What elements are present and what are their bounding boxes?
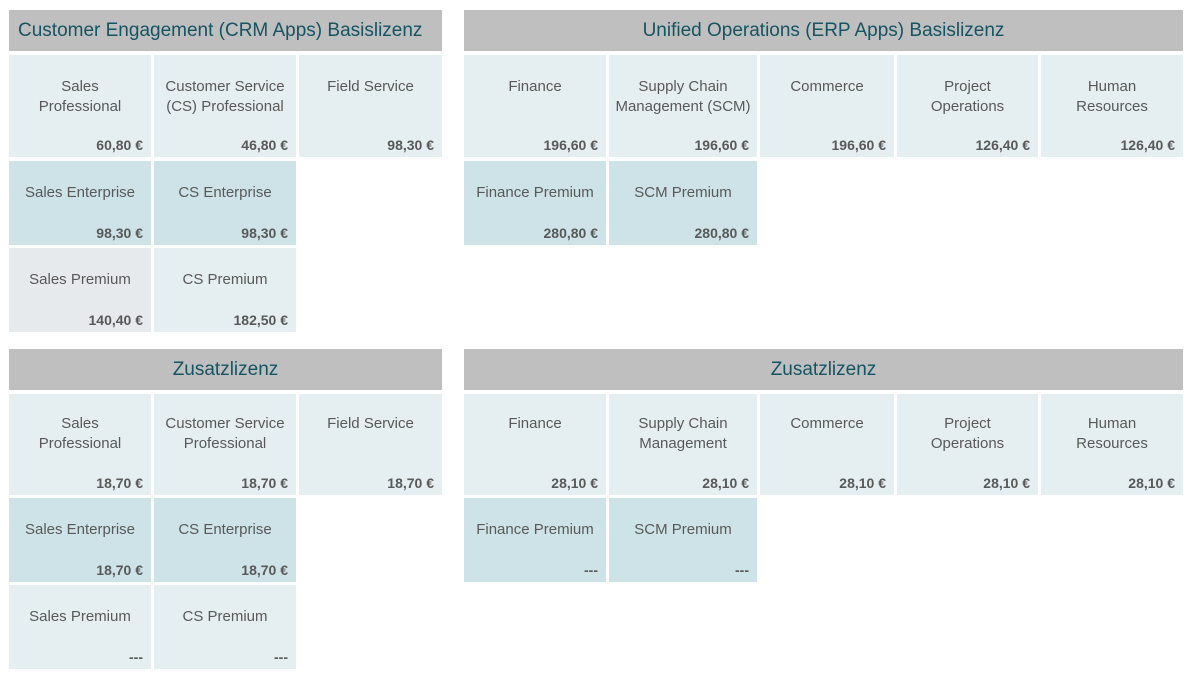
tile-price: --- — [274, 649, 288, 665]
crm-addon-section-header — [9, 349, 442, 390]
tile-cs-premium — [154, 248, 296, 332]
tile-price: 196,60 € — [831, 137, 886, 153]
tile-price: 126,40 € — [975, 137, 1030, 153]
tile-price: 60,80 € — [96, 137, 143, 153]
crm-section-header — [9, 10, 442, 51]
tile-label: SCM Premium — [634, 184, 732, 201]
tile-label: Sales Professional — [38, 415, 122, 452]
tile-label: Finance — [508, 415, 562, 432]
erp-addon-section-title: Zusatzlizenz — [770, 358, 877, 380]
tile-price: 18,70 € — [96, 475, 143, 491]
tile-label: CS Enterprise — [178, 521, 272, 538]
tile-label: Field Service — [327, 78, 414, 95]
tile-price: 18,70 € — [96, 562, 143, 578]
crm-section-title: Customer Engagement (CRM Apps) Basislizenz — [18, 19, 423, 41]
tile-label: CS Premium — [182, 271, 268, 288]
tile-label: Project Operations — [930, 78, 1005, 115]
tile-finance-premium-addon — [464, 498, 606, 582]
tile-cs-enterprise — [154, 161, 296, 245]
tile-project-operations-addon — [897, 394, 1038, 495]
tile-sales-professional-addon — [9, 394, 151, 495]
tile-label: Commerce — [790, 78, 864, 95]
erp-section-header — [464, 10, 1183, 51]
tile-label: Sales Enterprise — [24, 521, 136, 538]
tile-label: Commerce — [790, 415, 864, 432]
tile-label: Human Resources — [1076, 415, 1148, 452]
tile-cs-premium-addon — [154, 585, 296, 669]
erp-addon-section-header — [464, 349, 1183, 390]
tile-price: 18,70 € — [387, 475, 434, 491]
tile-commerce-addon — [760, 394, 894, 495]
tile-label: Project Operations — [930, 415, 1005, 452]
tile-label: Human Resources — [1076, 78, 1148, 115]
tile-label: SCM Premium — [634, 521, 732, 538]
tile-commerce — [760, 55, 894, 157]
tile-sales-premium-addon — [9, 585, 151, 669]
tile-price: 280,80 € — [543, 225, 598, 241]
tile-label: Sales Premium — [29, 608, 131, 625]
tile-price: 28,10 € — [839, 475, 886, 491]
tile-customer-service-professional — [154, 55, 296, 157]
tile-price: 28,10 € — [551, 475, 598, 491]
tile-label: Customer Service (CS) Professional — [165, 78, 285, 115]
tile-price: 98,30 € — [241, 225, 288, 241]
tile-human-resources-addon — [1041, 394, 1183, 495]
tile-label: Field Service — [327, 415, 414, 432]
tile-finance-premium — [464, 161, 606, 245]
tile-label: Sales Premium — [29, 271, 131, 288]
tile-price: --- — [129, 649, 143, 665]
tile-human-resources — [1041, 55, 1183, 157]
tile-sales-professional — [9, 55, 151, 157]
tile-finance-addon — [464, 394, 606, 495]
tile-price: 98,30 € — [96, 225, 143, 241]
tile-price: 140,40 € — [88, 312, 143, 328]
tile-label: Sales Professional — [38, 78, 122, 115]
tile-price: 98,30 € — [387, 137, 434, 153]
tile-cs-enterprise-addon — [154, 498, 296, 582]
tile-project-operations — [897, 55, 1038, 157]
tile-price: 18,70 € — [241, 475, 288, 491]
tile-price: 18,70 € — [241, 562, 288, 578]
tile-scm-premium — [609, 161, 757, 245]
tile-price: 196,60 € — [694, 137, 749, 153]
tile-price: 28,10 € — [1128, 475, 1175, 491]
tile-price: --- — [584, 562, 598, 578]
tile-customer-service-professional-addon — [154, 394, 296, 495]
tile-finance — [464, 55, 606, 157]
tile-field-service-addon — [299, 394, 442, 495]
erp-section-title: Unified Operations (ERP Apps) Basislizenz — [642, 19, 1005, 41]
tile-sales-enterprise-addon — [9, 498, 151, 582]
tile-label: Finance Premium — [476, 521, 594, 538]
tile-label: Finance Premium — [476, 184, 594, 201]
tile-price: 28,10 € — [983, 475, 1030, 491]
tile-price: 280,80 € — [694, 225, 749, 241]
tile-label: CS Enterprise — [178, 184, 272, 201]
tile-label: Supply Chain Management (SCM) — [615, 78, 751, 115]
tile-supply-chain-management — [609, 55, 757, 157]
tile-label: Sales Enterprise — [24, 184, 136, 201]
tile-label: Customer Service Professional — [165, 415, 285, 452]
crm-addon-section-title: Zusatzlizenz — [172, 358, 279, 380]
tile-price: 28,10 € — [702, 475, 749, 491]
tile-supply-chain-management-addon — [609, 394, 757, 495]
tile-price: 46,80 € — [241, 137, 288, 153]
tile-sales-premium — [9, 248, 151, 332]
tile-scm-premium-addon — [609, 498, 757, 582]
tile-label: Finance — [508, 78, 562, 95]
tile-price: 126,40 € — [1120, 137, 1175, 153]
tile-price: --- — [735, 562, 749, 578]
tile-sales-enterprise — [9, 161, 151, 245]
tile-field-service — [299, 55, 442, 157]
tile-label: Supply Chain Management — [638, 415, 728, 452]
tile-label: CS Premium — [182, 608, 268, 625]
tile-price: 182,50 € — [233, 312, 288, 328]
tile-price: 196,60 € — [543, 137, 598, 153]
